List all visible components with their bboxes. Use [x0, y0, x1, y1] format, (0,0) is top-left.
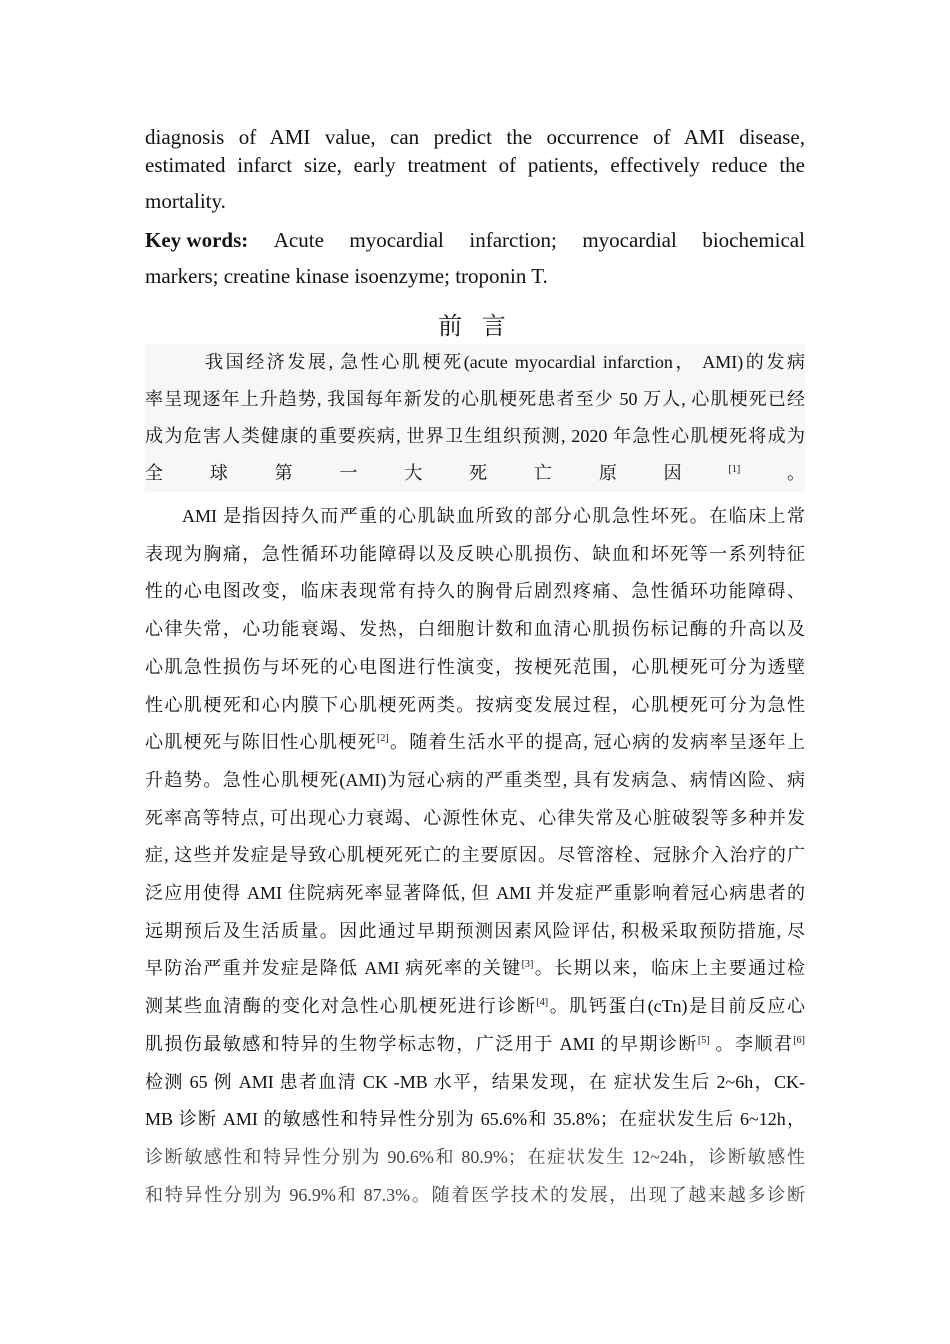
keyword-word: myocardial — [349, 228, 444, 252]
intro-paragraph — [145, 344, 805, 492]
body-line — [145, 950, 805, 988]
keyword-word: Acute — [273, 228, 324, 252]
body-line — [145, 1026, 805, 1064]
body-line: 泛应用使得 AMI 住院病死率显著降低, 但 AMI 并发症严重影响着冠心病患者的 — [145, 883, 805, 904]
citation-2: [2] — [377, 733, 389, 745]
body-line-text: 早防治严重并发症是降低 AMI 病死率的关键 — [145, 958, 522, 979]
intro-line-4-text: 全球第一大死亡原因 — [145, 463, 729, 483]
section-title: 前 言 — [438, 312, 512, 340]
intro-line-4 — [145, 455, 805, 492]
body-line-text: 。长期以来，临床上主要通过检 — [533, 958, 805, 979]
body-line: 心律失常，心功能衰竭、发热，白细胞计数和血清心肌损伤标记酶的升高以及 — [145, 619, 805, 640]
citation-5: [5] — [697, 1034, 710, 1046]
body-line: 和特异性分别为 96.9%和 87.3%。随着医学技术的发展，出现了越来越多诊断 — [145, 1184, 805, 1205]
citation-4: [4] — [536, 997, 549, 1009]
intro-line-4-tail: 。 — [740, 463, 805, 483]
keywords-paragraph — [145, 222, 805, 294]
body-line: 表现为胸痛，急性循环功能障碍以及反映心肌损伤、缺血和坏死等一系列特征 — [145, 543, 805, 564]
keyword-word: biochemical — [702, 228, 805, 252]
intro-line-2: 率呈现逐年上升趋势, 我国每年新发的心肌梗死患者至少 50 万人, 心肌梗死已经 — [145, 389, 805, 409]
body-line: 诊断敏感性和特异性分别为 90.6%和 80.9%；在症状发生 12~24h，诊断敏感性 — [145, 1146, 805, 1167]
body-paragraph — [145, 498, 805, 1214]
body-line: MB 诊断 AMI 的敏感性和特异性分别为 65.6%和 35.8%；在症状发生后 6~12h， — [145, 1109, 805, 1130]
keywords-line-1 — [145, 222, 805, 258]
body-line: 升趋势。急性心肌梗死(AMI)为冠心病的严重类型, 具有发病急、病情凶险、病 — [145, 769, 805, 790]
abstract-line-3: mortality. — [145, 189, 226, 213]
keyword-word: infarction; — [469, 228, 557, 252]
body-line — [145, 988, 805, 1026]
body-line: 心肌急性损伤与坏死的心电图进行性演变，按梗死范围，心肌梗死可分为透壁 — [145, 656, 805, 677]
intro-line-1: 我国经济发展, 急性心肌梗死(acute myocardial infarction， AMI)的发病 — [205, 352, 805, 372]
body-line: AMI 是指因持久而严重的心肌缺血所致的部分心肌急性坏死。在临床上常 — [182, 506, 805, 526]
body-line: 性的心电图改变，临床表现常有持久的胸骨后剧烈疼痛、急性循环功能障碍、 — [145, 581, 805, 602]
abstract-line-2: estimated infarct size, early treatment of patients, effectively reduce the — [145, 153, 805, 177]
body-line-text: 肌损伤最敏感和特异的生物学标志物，广泛用于 AMI 的早期诊断 — [145, 1033, 698, 1054]
citation-3: [3] — [521, 959, 534, 971]
body-line-text: 测某些血清酶的变化对急性心肌梗死进行诊断 — [145, 996, 537, 1017]
citation-1: [1] — [728, 464, 741, 475]
body-line-text: 心肌梗死与陈旧性心肌梗死 — [145, 732, 377, 753]
body-line — [145, 724, 805, 762]
body-line: 远期预后及生活质量。因此通过早期预测因素风险评估, 积极采取预防措施, 尽 — [145, 920, 805, 941]
citation-6: [6] — [793, 1034, 805, 1046]
body-line-text: 。随着生活水平的提高, 冠心病的发病率呈逐年上 — [388, 732, 805, 753]
intro-line-3: 成为危害人类健康的重要疾病, 世界卫生组织预测, 2020 年急性心肌梗死将成为 — [145, 426, 805, 446]
keywords-line-2: markers; creatine kinase isoenzyme; troponin T. — [145, 264, 548, 288]
keywords-label: Key words: — [145, 228, 249, 252]
body-line: 症, 这些并发症是导致心肌梗死死亡的主要原因。尽管溶栓、冠脉介入治疗的广 — [145, 845, 805, 866]
body-line-text: 。李顺君 — [709, 1033, 794, 1054]
keyword-word: myocardial — [582, 228, 677, 252]
abstract-tail — [145, 122, 805, 220]
body-line-text: 。肌钙蛋白(cTn)是目前反应心 — [548, 996, 805, 1017]
body-line: 死率高等特点, 可出现心力衰竭、心源性休克、心律失常及心脏破裂等多种并发 — [145, 807, 805, 828]
abstract-line-1: diagnosis of AMI value, can predict the occurrence of AMI disease, — [145, 125, 805, 149]
body-line: 检测 65 例 AMI 患者血清 CK -MB 水平，结果发现，在 症状发生后 2~6h，CK- — [145, 1071, 805, 1092]
body-line: 性心肌梗死和心内膜下心肌梗死两类。按病变发展过程，心肌梗死可分为急性 — [145, 694, 805, 715]
